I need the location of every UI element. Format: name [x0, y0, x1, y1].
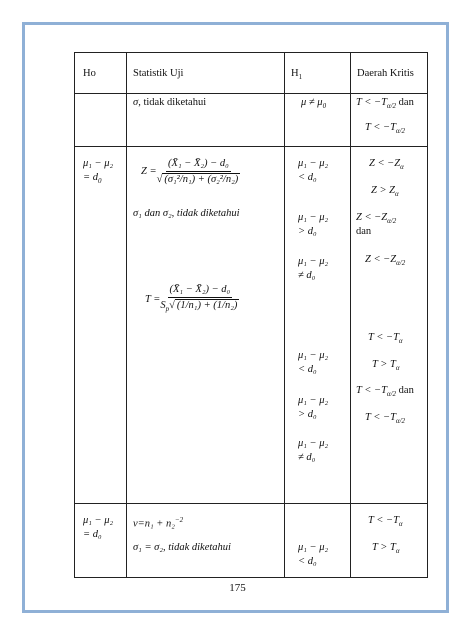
row2-h1-c-l2: ≠ d₀	[298, 270, 316, 281]
row3-crit-2: $T > T_\alpha$	[372, 542, 400, 556]
row3-h1-l2: < d₀	[298, 556, 317, 567]
row3-sigma-eq: σ₁ = σ₂, tidak diketahui	[133, 542, 231, 553]
row2-h1-f-l1: μ₁ − μ₂	[298, 438, 329, 449]
row2-h1-e-l2: > d₀	[298, 409, 317, 420]
row1-critical-1: $T < -T_{\alpha/2}$ dan	[356, 97, 414, 111]
row3-ho-l2: = d₀	[83, 529, 102, 540]
row2-h1-f-l2: ≠ d₀	[298, 452, 316, 463]
header-ho: Ho	[83, 68, 96, 79]
row2-h1-d-l1: μ₁ − μ₂	[298, 350, 329, 361]
row-divider	[75, 93, 427, 94]
row1-statistic: σ, tidak diketahui	[133, 97, 207, 108]
header-statistik-uji: Statistik Uji	[133, 68, 184, 79]
col-divider	[284, 53, 285, 577]
row3-v: v=n₁ + n₂$^{-2}$	[133, 516, 184, 530]
t-formula: T = $\frac{\text{(X̄₁ − X̄₂) − d₀}}{S_p√ (1/n_1) + (1/n_2)}$	[145, 284, 238, 314]
col-divider	[126, 53, 127, 577]
row2-crit-t2: $T > T_\alpha$	[372, 359, 400, 373]
row2-crit-t4: $T < -T_{\alpha/2}$	[365, 412, 406, 426]
col-divider	[350, 53, 351, 577]
row2-sigma-text: σ₁ dan σ₂, tidak diketahui	[133, 208, 240, 219]
row2-crit-z3: $Z < -Z_{\alpha/2}$	[356, 212, 397, 226]
header-daerah-kritis: Daerah Kritis	[357, 68, 414, 79]
row2-crit-z1: $Z < -Z_\alpha$	[369, 158, 404, 172]
row3-crit-1: $T < -T_\alpha$	[368, 515, 403, 529]
row2-h1-a-l2: < d₀	[298, 172, 317, 183]
z-formula: Z = $\frac{\text{(X̄₁ − X̄₂) − d₀}}{\text{√ (σ₁²/n₁) + (σ₂²/n₂)}}$	[141, 158, 239, 185]
row2-crit-z3-dan: dan	[356, 226, 372, 237]
row3-h1-l1: μ₁ − μ₂	[298, 542, 329, 553]
row2-h1-b-l2: > d₀	[298, 226, 317, 237]
row2-h1-d-l2: < d₀	[298, 364, 317, 375]
row2-h1-c-l1: μ₁ − μ₂	[298, 256, 329, 267]
page-number: 175	[229, 582, 246, 594]
row2-ho-line1: μ₁ − μ₂	[83, 158, 114, 169]
row2-crit-t3: $T < -T_{\alpha/2}$ dan	[356, 385, 414, 399]
row2-ho-line2: = $d_0$	[83, 172, 102, 186]
row2-h1-a-l1: μ₁ − μ₂	[298, 158, 329, 169]
row-divider	[75, 146, 427, 147]
row2-crit-t1: $T < -T_\alpha$	[368, 332, 403, 346]
row-divider	[75, 503, 427, 504]
row2-crit-z2: $Z > Z_\alpha$	[371, 185, 399, 199]
header-h1: $H_1$	[291, 68, 303, 82]
row2-h1-e-l1: μ₁ − μ₂	[298, 395, 329, 406]
row1-critical-2: $T < -T_{\alpha/2}$	[365, 122, 406, 136]
row1-h1: $\mu \ne \mu_0$	[301, 97, 327, 111]
row2-crit-z4: $Z < -Z_{\alpha/2}$	[365, 254, 406, 268]
statistics-table	[74, 52, 428, 578]
row3-ho-l1: μ₁ − μ₂	[83, 515, 114, 526]
row2-h1-b-l1: μ₁ − μ₂	[298, 212, 329, 223]
